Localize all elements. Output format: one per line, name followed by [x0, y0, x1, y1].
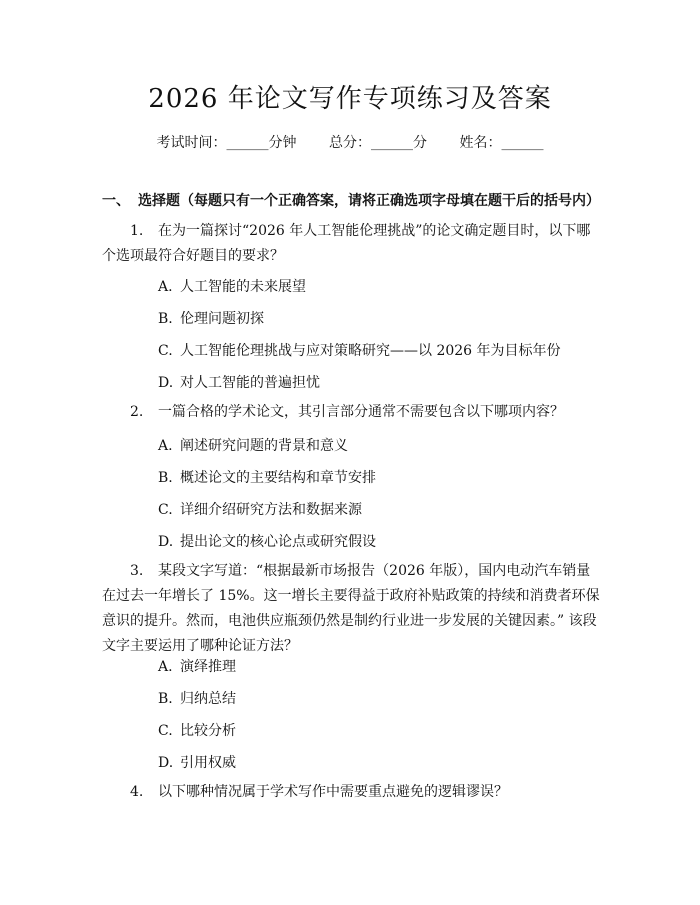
- option-letter: A.: [158, 438, 173, 454]
- option-1c: [158, 340, 561, 360]
- option-text: 演绎推理: [180, 659, 236, 675]
- option-letter: D.: [158, 755, 174, 771]
- question-number: 1.: [130, 223, 144, 239]
- option-text: 人工智能伦理挑战与应对策略研究——以 2026 年为目标年份: [180, 343, 561, 359]
- exam-time: 考试时间：______分钟: [156, 135, 297, 151]
- exam-meta: [0, 132, 700, 152]
- option-letter: B.: [158, 311, 173, 327]
- option-1b: [158, 308, 264, 328]
- option-text: 引用权威: [180, 755, 236, 771]
- option-letter: D.: [158, 375, 174, 391]
- option-text: 详细介绍研究方法和数据来源: [180, 502, 362, 518]
- question-number: 4.: [130, 784, 144, 800]
- option-3c: [158, 720, 236, 740]
- option-letter: A.: [158, 279, 173, 295]
- option-letter: C.: [158, 723, 173, 739]
- option-letter: B.: [158, 691, 173, 707]
- section-number: 一、: [102, 193, 130, 209]
- exam-score: 总分：______分: [329, 135, 427, 151]
- option-letter: D.: [158, 534, 174, 550]
- question-text: 在为一篇探讨“2026 年人工智能伦理挑战”的论文确定题目时，以下哪个选项最符合好题目的要求？: [102, 223, 591, 264]
- option-2a: [158, 435, 348, 455]
- option-3b: [158, 688, 236, 708]
- question-1: [102, 219, 602, 269]
- question-3: [102, 559, 602, 659]
- page-title: 2026 年论文写作专项练习及答案: [148, 84, 552, 114]
- option-text: 阐述研究问题的背景和意义: [180, 438, 348, 454]
- option-text: 伦理问题初探: [180, 311, 264, 327]
- option-letter: B.: [158, 470, 173, 486]
- option-2d: [158, 531, 376, 551]
- option-2c: [158, 499, 362, 519]
- question-text: 以下哪种情况属于学术写作中需要重点避免的逻辑谬误？: [158, 784, 508, 800]
- section-heading: [102, 190, 600, 210]
- option-2b: [158, 467, 376, 487]
- option-text: 概述论文的主要结构和章节安排: [180, 470, 376, 486]
- option-text: 归纳总结: [180, 691, 236, 707]
- question-number: 2.: [130, 404, 144, 420]
- question-text: 某段文字写道：“根据最新市场报告（2026 年版），国内电动汽车销量在过去一年增长了 15%。这一增长主要得益于政府补贴政策的持续和消费者环保意识的提升。然而，电池供应瓶颈仍然是制约行业进一步发展的关键因素。” 该段文字主要运用了哪种论证方法？: [102, 563, 600, 654]
- option-3d: [158, 752, 236, 772]
- option-text: 人工智能的未来展望: [180, 279, 306, 295]
- section-title: 选择题（每题只有一个正确答案，请将正确选项字母填在题干后的括号内）: [138, 193, 600, 209]
- option-1a: [158, 276, 306, 296]
- question-text: 一篇合格的学术论文，其引言部分通常不需要包含以下哪项内容？: [158, 404, 564, 420]
- option-3a: [158, 656, 236, 676]
- question-number: 3.: [130, 563, 144, 579]
- option-text: 对人工智能的普遍担忧: [180, 375, 320, 391]
- option-letter: C.: [158, 502, 173, 518]
- option-text: 比较分析: [180, 723, 236, 739]
- question-4: [102, 780, 602, 805]
- option-letter: A.: [158, 659, 173, 675]
- question-2: [102, 400, 602, 425]
- exam-name: 姓名：______: [459, 135, 544, 151]
- option-1d: [158, 372, 320, 392]
- option-text: 提出论文的核心论点或研究假设: [180, 534, 376, 550]
- option-letter: C.: [158, 343, 173, 359]
